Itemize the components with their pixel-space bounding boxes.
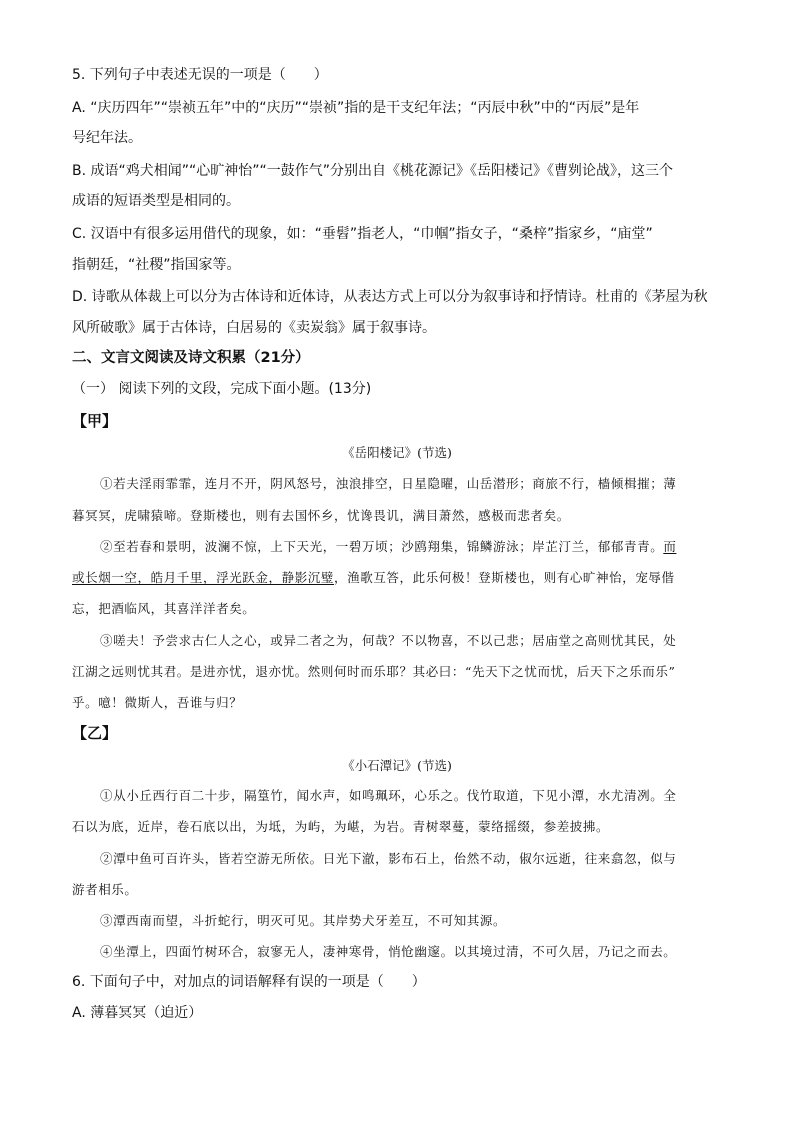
question-5-option-b-line-2: 成语的短语类型是相同的。 bbox=[72, 193, 240, 209]
question-5-option-d-line-1: D. 诗歌从体裁上可以分为古体诗和近体诗，从表达方式上可以分为叙事诗和抒情诗。杜甫的《茅屋为秋 bbox=[72, 289, 708, 305]
passage-jia-p2-line-1-text: ②至若春和景明，波澜不惊，上下天光，一碧万顷；沙鸥翔集，锦鳞游泳；岸芷汀兰，郁郁青青。 bbox=[100, 539, 664, 554]
question-5-option-c-line-1: C. 汉语中有很多运用借代的现象，如：“垂髫”指老人，“巾帼”指女子，“桑梓”指家乡，“庙堂” bbox=[72, 226, 653, 242]
passage-jia-p2-line-3: 忘，把酒临风，其喜洋洋者矣。 bbox=[72, 601, 256, 616]
passage-yi-title: 《小石潭记》(节选) bbox=[342, 758, 452, 773]
passage-jia-p2-line-2-text: ，渔歌互答，此乐何极！登斯楼也，则有心旷神怡，宠辱偕 bbox=[334, 570, 675, 585]
passage-yi-p1-line-1: ①从小丘西行百二十步，隔篁竹，闻水声，如鸣珮环，心乐之。伐竹取道，下见小潭，水尤清冽。全 bbox=[100, 788, 677, 803]
question-6-stem: 6. 下面句子中，对加点的词语解释有误的一项是（ ） bbox=[72, 974, 426, 990]
passage-jia-p3-line-2: 江湖之远则忧其君。是进亦忧，退亦忧。然则何时而乐耶？其必曰：“先天下之忧而忧，后天下之乐而乐” bbox=[72, 664, 676, 679]
passage-jia-label: 【甲】 bbox=[72, 412, 118, 430]
passage-yi-p2-line-2: 游者相乐。 bbox=[72, 882, 138, 897]
question-5-option-b-line-1: B. 成语“鸡犬相闻”“心旷神怡”“一鼓作气”分别出自《桃花源记》《岳阳楼记》《曹刿论战》，这三个 bbox=[72, 163, 674, 179]
passage-jia-title: 《岳阳楼记》(节选) bbox=[342, 445, 452, 460]
passage-jia-p2-line-1 bbox=[100, 538, 676, 556]
question-6-option-a: A. 薄暮冥冥（迫近） bbox=[72, 1005, 203, 1021]
passage-jia-p1-line-2: 暮冥冥，虎啸猿啼。登斯楼也，则有去国怀乡，忧谗畏讥，满目萧然，感极而悲者矣。 bbox=[72, 508, 570, 523]
underlined-text: 而 bbox=[663, 539, 677, 554]
passage-yi-p2-line-1: ②潭中鱼可百许头，皆若空游无所依。日光下澈，影布石上，佁然不动，俶尔远逝，往来翕忽，似与 bbox=[100, 851, 677, 866]
section-2-heading: 二、文言文阅读及诗文积累（21分） bbox=[72, 350, 310, 366]
passage-yi-p4-line-1: ④坐潭上，四面竹树环合，寂寥无人，凄神寒骨，悄怆幽邃。以其境过清，不可久居，乃记之而去。 bbox=[100, 944, 677, 959]
passage-yi-p1-line-2: 石以为底，近岸，卷石底以出，为坻，为屿，为嵁，为岩。青树翠蔓，蒙络摇缀，参差披拂。 bbox=[72, 819, 610, 834]
passage-yi-p3-line-1: ③潭西南而望，斗折蛇行，明灭可见。其岸势犬牙差互，不可知其源。 bbox=[100, 913, 507, 928]
question-5-option-a-line-2: 号纪年法。 bbox=[72, 130, 142, 146]
passage-jia-p1-line-1: ①若夫淫雨霏霏，连月不开，阴风怒号，浊浪排空，日星隐曜，山岳潜形；商旅不行，樯倾楫摧；薄 bbox=[100, 476, 677, 491]
question-5-option-a-line-1: A. “庆历四年”“崇祯五年”中的“庆历”“崇祯”指的是干支纪年法；“丙辰中秋”中的“丙辰”是年 bbox=[72, 100, 640, 116]
question-5-option-d-line-2: 风所破歌》属于古体诗，白居易的《卖炭翁》属于叙事诗。 bbox=[72, 320, 436, 336]
question-5-option-c-line-2: 指朝廷，“社稷”指国家等。 bbox=[72, 257, 241, 273]
passage-jia-p2-line-2 bbox=[72, 569, 675, 587]
underlined-text: 或长烟一空，皓月千里，浮光跃金，静影沉璧 bbox=[72, 570, 335, 585]
passage-jia-p3-line-1: ③嗟夫！予尝求古仁人之心，或异二者之为，何哉？不以物喜，不以己悲；居庙堂之高则忧其民，处 bbox=[100, 633, 677, 648]
passage-jia-p3-line-3: 乎。噫！微斯人，吾谁与归？ bbox=[72, 695, 243, 710]
section-2-sub-heading: （一） 阅读下列的文段，完成下面小题。(13分) bbox=[72, 381, 372, 397]
passage-yi-label: 【乙】 bbox=[72, 724, 118, 742]
question-5-stem: 5. 下列句子中表述无误的一项是（ ） bbox=[72, 67, 328, 83]
